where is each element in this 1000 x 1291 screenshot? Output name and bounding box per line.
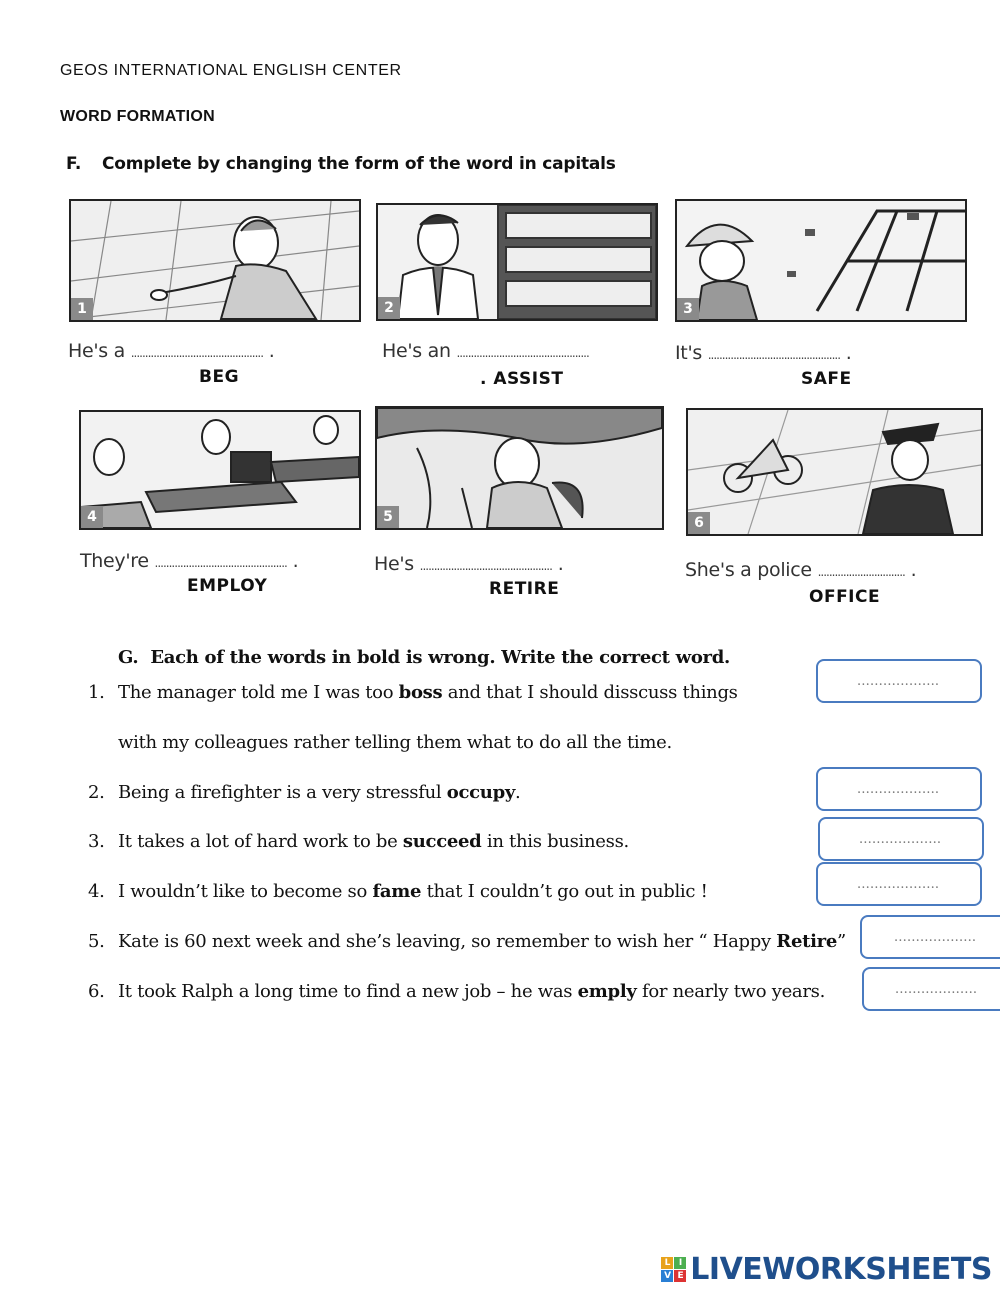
picture-office-workers bbox=[79, 410, 361, 530]
picture-shop-assistant bbox=[376, 203, 658, 321]
section-g-label: G. bbox=[118, 647, 139, 668]
answer-blank: ............................................... bbox=[130, 346, 264, 360]
sentence-suffix: . bbox=[292, 550, 299, 572]
picture-retired-man bbox=[375, 406, 664, 530]
wrong-word: succeed bbox=[402, 831, 482, 852]
section-f-heading bbox=[66, 154, 616, 174]
question-text: for nearly two years. bbox=[636, 981, 826, 1002]
capital-word-5: RETIRE bbox=[489, 579, 560, 599]
question-2 bbox=[88, 782, 520, 803]
picture-safety bbox=[675, 199, 967, 322]
wrong-word: boss bbox=[398, 682, 443, 703]
sentence-prefix: He's bbox=[374, 553, 414, 575]
sentence-suffix: . bbox=[268, 340, 275, 362]
sentence-2 bbox=[382, 340, 589, 362]
logo-letter: E bbox=[674, 1270, 686, 1282]
answer-input-4[interactable] bbox=[828, 871, 968, 897]
question-text: The manager told me I was too bbox=[118, 682, 399, 703]
answer-input-1[interactable] bbox=[828, 668, 968, 694]
logo-letter: L bbox=[661, 1257, 673, 1269]
capital-word-4: EMPLOY bbox=[187, 576, 268, 596]
brand-name: LIVEWORKSHEETS bbox=[690, 1252, 992, 1287]
question-text: It took Ralph a long time to find a new job – he was bbox=[118, 981, 578, 1002]
question-text: I wouldn’t like to become so bbox=[118, 881, 373, 902]
question-text: It takes a lot of hard work to be bbox=[118, 831, 403, 852]
answer-input-5[interactable] bbox=[872, 924, 998, 950]
question-1 bbox=[88, 682, 738, 703]
answer-box-4[interactable] bbox=[816, 862, 982, 906]
picture-number: 2 bbox=[378, 297, 400, 319]
section-f-label: F. bbox=[66, 154, 82, 174]
question-number: 2. bbox=[88, 782, 105, 803]
question-text: Kate is 60 next week and she’s leaving, so remember to wish her “ Happy bbox=[118, 931, 777, 952]
question-1-continuation: with my colleagues rather telling them what to do all the time. bbox=[118, 732, 672, 753]
sentence-prefix: He's a bbox=[68, 340, 125, 362]
question-number: 4. bbox=[88, 881, 105, 902]
sentence-4 bbox=[80, 550, 298, 572]
question-text: and that I should disscuss things bbox=[442, 682, 738, 703]
question-3 bbox=[88, 831, 629, 852]
logo-letter: V bbox=[661, 1270, 673, 1282]
question-5 bbox=[88, 931, 846, 952]
picture-police-officer bbox=[686, 408, 983, 536]
brand-mark-icon bbox=[661, 1257, 686, 1282]
picture-number: 4 bbox=[81, 506, 103, 528]
worksheet-topic: WORD FORMATION bbox=[60, 108, 215, 125]
capital-word-1: BEG bbox=[199, 367, 240, 387]
question-number: 3. bbox=[88, 831, 105, 852]
wrong-word: fame bbox=[372, 881, 422, 902]
answer-box-6[interactable] bbox=[862, 967, 1000, 1011]
capital-word-2: . ASSIST bbox=[480, 369, 564, 389]
wrong-word: occupy bbox=[446, 782, 516, 803]
sentence-suffix: . bbox=[845, 342, 852, 364]
answer-input-2[interactable] bbox=[828, 776, 968, 802]
sentence-prefix: It's bbox=[675, 342, 702, 364]
picture-number: 1 bbox=[71, 298, 93, 320]
picture-number: 5 bbox=[377, 506, 399, 528]
organization-name: GEOS INTERNATIONAL ENGLISH CENTER bbox=[60, 62, 402, 79]
answer-blank: ............................................... bbox=[154, 556, 287, 570]
capital-word-6: OFFICE bbox=[809, 587, 881, 607]
question-number: 5. bbox=[88, 931, 105, 952]
question-text: Being a firefighter is a very stressful bbox=[118, 782, 447, 803]
sentence-3 bbox=[675, 342, 852, 364]
section-f-instruction: Complete by changing the form of the word in capitals bbox=[102, 154, 616, 174]
wrong-word: emply bbox=[577, 981, 637, 1002]
sentence-5 bbox=[374, 553, 563, 575]
sentence-6 bbox=[685, 559, 916, 581]
question-text: that I couldn’t go out in public ! bbox=[421, 881, 708, 902]
logo-letter: I bbox=[674, 1257, 686, 1269]
capital-word-3: SAFE bbox=[801, 369, 852, 389]
answer-blank: ............................................... bbox=[456, 346, 589, 360]
answer-blank: ............................................... bbox=[419, 559, 552, 573]
answer-box-3[interactable] bbox=[818, 817, 984, 861]
picture-number: 3 bbox=[677, 298, 699, 320]
sentence-prefix: She's a police bbox=[685, 559, 812, 581]
answer-box-5[interactable] bbox=[860, 915, 1000, 959]
picture-beggar bbox=[69, 199, 361, 322]
question-6 bbox=[88, 981, 825, 1002]
picture-number: 6 bbox=[688, 512, 710, 534]
section-g-heading bbox=[118, 647, 730, 668]
answer-input-6[interactable] bbox=[874, 976, 998, 1002]
answer-box-1[interactable] bbox=[816, 659, 982, 703]
liveworksheets-logo[interactable] bbox=[661, 1252, 992, 1287]
question-text: ” bbox=[837, 931, 846, 952]
question-4 bbox=[88, 881, 708, 902]
wrong-word: Retire bbox=[776, 931, 837, 952]
sentence-1 bbox=[68, 340, 275, 362]
question-number: 6. bbox=[88, 981, 105, 1002]
sentence-suffix: . bbox=[557, 553, 564, 575]
sentence-suffix: . bbox=[910, 559, 917, 581]
question-text: . bbox=[515, 782, 521, 803]
answer-blank: ............................................... bbox=[707, 348, 841, 362]
answer-blank: ............................... bbox=[817, 565, 905, 579]
sentence-prefix: He's an bbox=[382, 340, 451, 362]
answer-box-2[interactable] bbox=[816, 767, 982, 811]
question-text: in this business. bbox=[481, 831, 629, 852]
question-number: 1. bbox=[88, 682, 105, 703]
section-g-instruction: Each of the words in bold is wrong. Write the correct word. bbox=[150, 647, 730, 668]
sentence-prefix: They're bbox=[80, 550, 149, 572]
answer-input-3[interactable] bbox=[830, 826, 970, 852]
